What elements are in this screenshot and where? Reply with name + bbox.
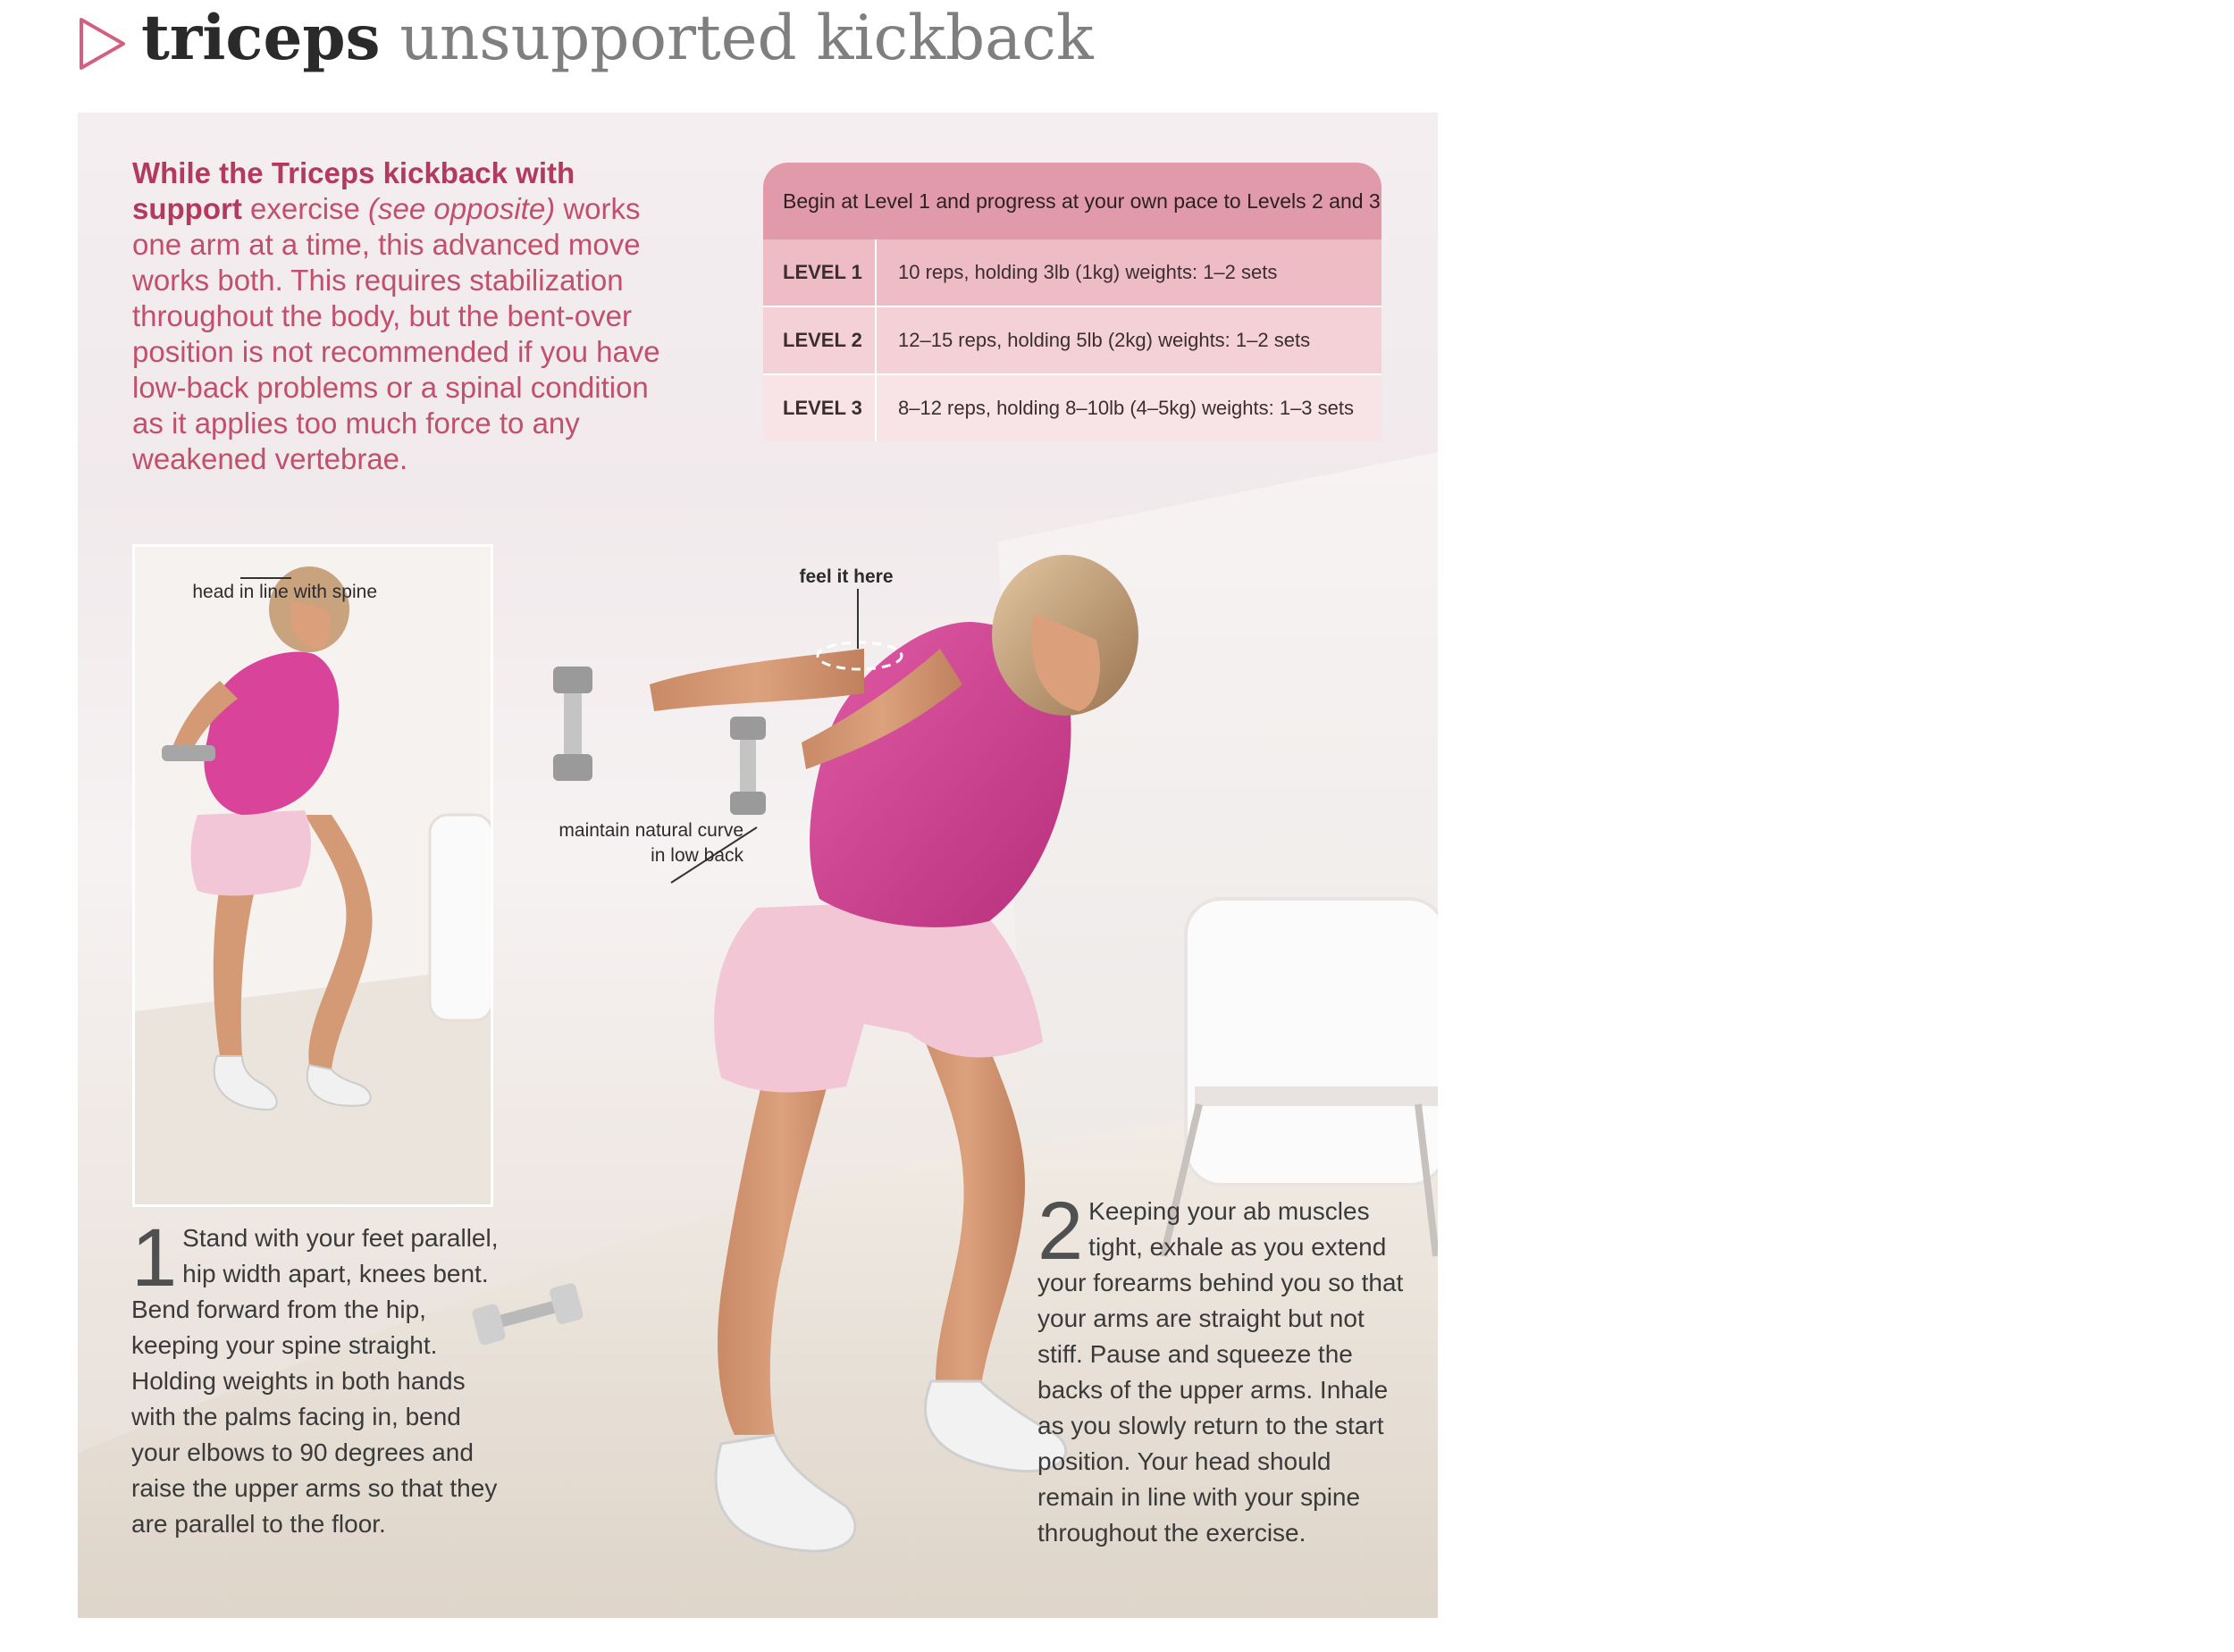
callout-head: head in line with spine [192,582,377,602]
page-title [141,0,1094,77]
play-triangle-outline-icon [77,16,129,71]
step-1 [131,1212,507,1542]
callout-low-back: maintain natural curve in low back [558,820,743,866]
level-row [763,375,1382,441]
intro-highlight: While the Triceps kickback with support [132,156,575,225]
level-text: 8–12 reps, holding 8–10lb (4–5kg) weights: 1–3 sets [898,397,1355,419]
level-row [763,307,1382,375]
step-number: 1 [131,1212,178,1304]
title-bold: triceps [141,2,381,74]
inset-figure [135,547,491,1204]
level-name: LEVEL 2 [763,307,877,373]
callout-feel-it-here: feel it here [799,566,894,587]
step-text: Stand with your feet parallel, hip width apart, knees bent. Bend forward from the hip, keeping your spine straight. Holding weights in both hands with the palms facing in, bend your elbows to 90 degrees and raise the upper arms so that they are parallel to the floor. [131,1224,499,1538]
intro-paragraph [132,155,686,477]
level-text: 12–15 reps, holding 5lb (2kg) weights: 1–2 sets [898,329,1311,351]
level-row [763,239,1382,307]
step-text: Keeping your ab muscles tight, exhale as you extend your forearms behind you so that your arms are straight but not stiff. Pause and squeeze the backs of the upper arms. Inhale as you slowly return to the start position. Your head should remain in line with your spine throughout the exercise. [1037,1197,1404,1547]
inset-photo-start-position [132,544,493,1207]
level-name: LEVEL 1 [763,239,877,306]
levels-table [763,163,1382,441]
intro-text-2: works one arm at a time, this advanced move works both. This requires stabilization throughout the body, but the bent-over position is not recommended if you have low-back problems or a spinal condition as it applies too much force to any weakened vertebrae. [132,192,660,475]
exercise-panel [78,113,1438,1618]
intro-italic: (see opposite) [368,192,556,225]
level-text: 10 reps, holding 3lb (1kg) weights: 1–2 sets [898,261,1278,283]
intro-text-1: exercise [241,192,369,225]
levels-header: Begin at Level 1 and progress at your own pace to Levels 2 and 3 [763,163,1382,239]
level-name: LEVEL 3 [763,375,877,441]
step-number: 2 [1037,1186,1084,1277]
step-2 [1037,1186,1413,1551]
title-light: unsupported kickback [399,3,1094,74]
